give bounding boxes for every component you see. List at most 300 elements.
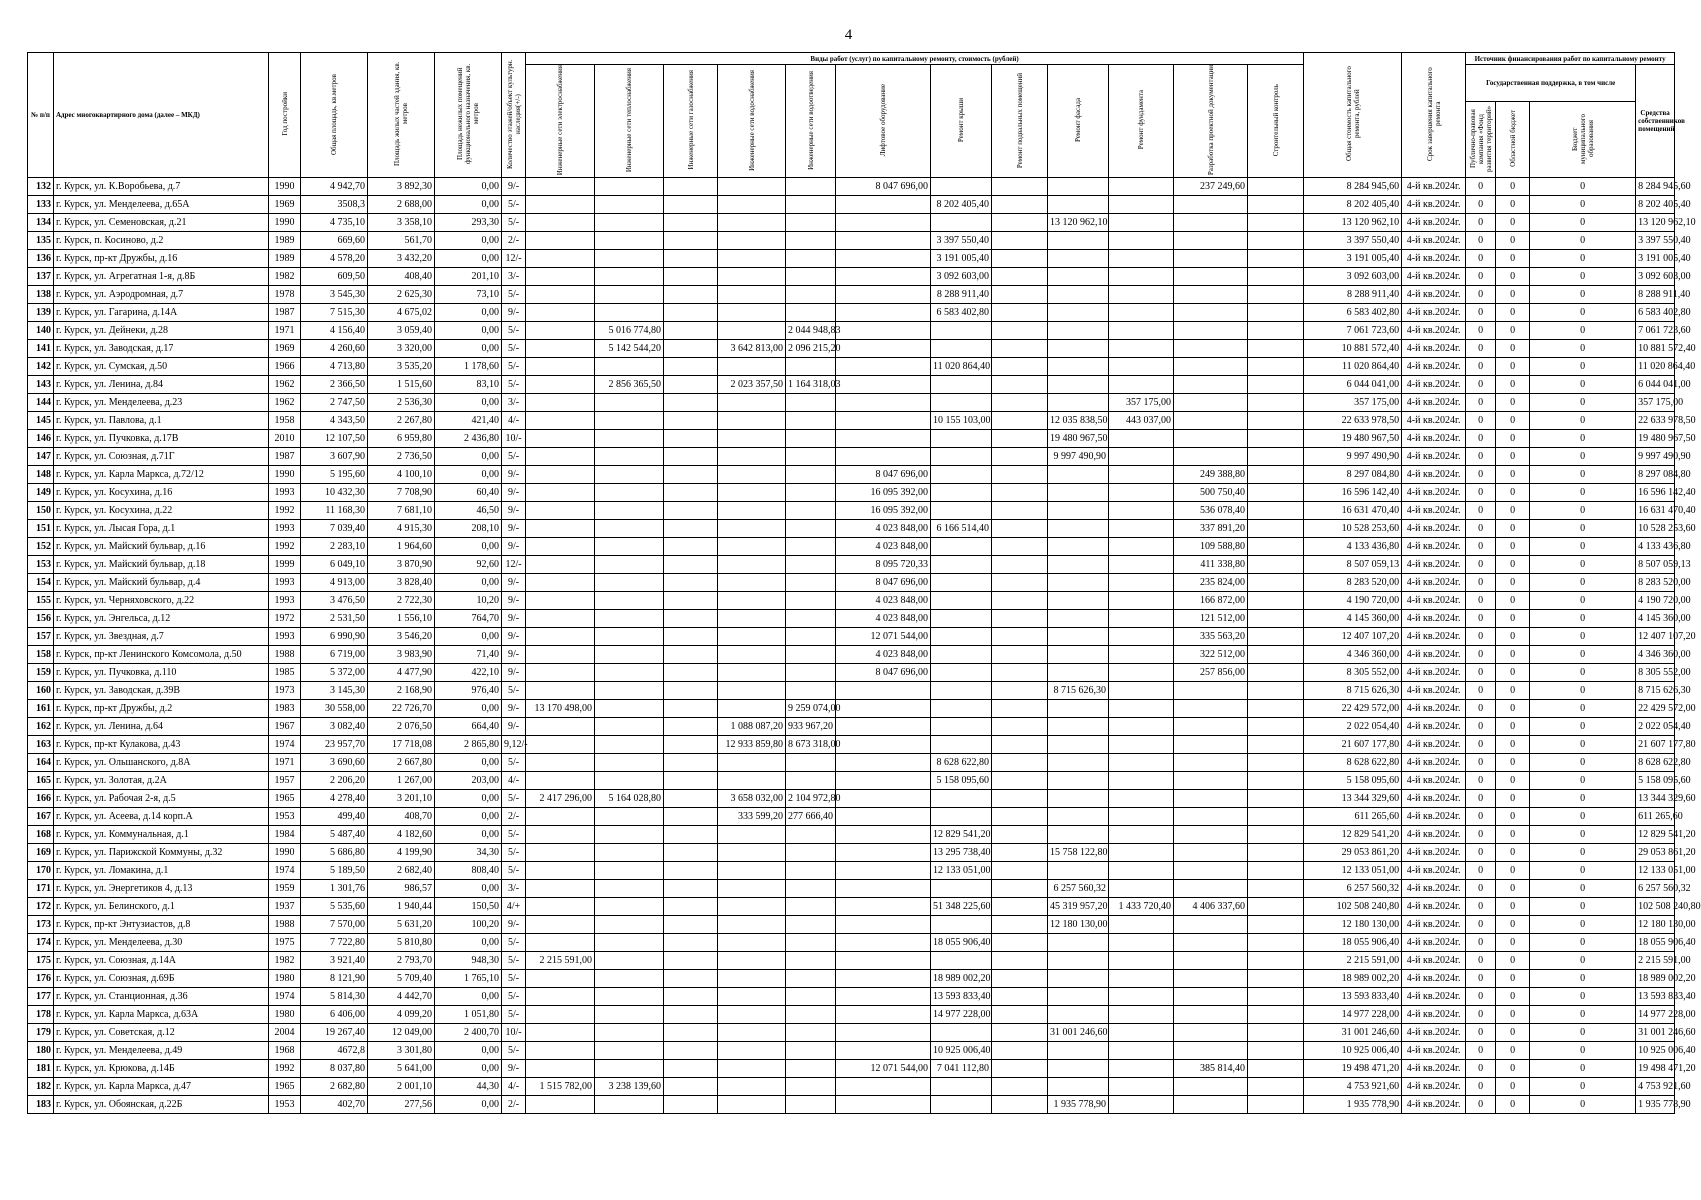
table-cell: [1174, 394, 1248, 412]
table-cell: [836, 430, 931, 448]
table-cell: 0: [1530, 718, 1636, 736]
table-cell: 0: [1496, 1078, 1530, 1096]
table-cell: 3 301,80: [368, 1042, 435, 1060]
table-cell: 0: [1496, 1042, 1530, 1060]
table-cell: 0: [1530, 358, 1636, 376]
table-cell: 162: [28, 718, 54, 736]
table-cell: [664, 322, 718, 340]
table-cell: 142: [28, 358, 54, 376]
table-cell: г. Курск, ул. Дейнеки, д.28: [54, 322, 269, 340]
table-cell: [526, 178, 595, 196]
table-cell: [1048, 772, 1109, 790]
table-cell: 21 607 177,80: [1636, 736, 1675, 754]
table-cell: 0,00: [435, 250, 502, 268]
table-cell: 0: [1530, 970, 1636, 988]
table-cell: 0,00: [435, 574, 502, 592]
table-row: [28, 1042, 1675, 1060]
table-cell: 132: [28, 178, 54, 196]
table-cell: 2 531,50: [301, 610, 368, 628]
table-cell: 9,12/-: [502, 736, 526, 754]
table-cell: 5/-: [502, 862, 526, 880]
table-cell: 5/-: [502, 1006, 526, 1024]
table-cell: 0: [1496, 988, 1530, 1006]
table-cell: [786, 304, 836, 322]
table-cell: [526, 232, 595, 250]
table-cell: 8 288 911,40: [1304, 286, 1402, 304]
table-cell: [992, 304, 1048, 322]
table-cell: [526, 502, 595, 520]
table-cell: 0: [1466, 394, 1496, 412]
table-cell: [1109, 862, 1174, 880]
table-cell: [1248, 412, 1304, 430]
table-cell: [718, 934, 786, 952]
table-cell: 1993: [269, 574, 301, 592]
table-cell: [786, 1006, 836, 1024]
table-cell: [786, 1060, 836, 1078]
table-cell: [992, 916, 1048, 934]
table-cell: 611 265,60: [1636, 808, 1675, 826]
table-cell: г. Курск, ул. Пучковка, д.110: [54, 664, 269, 682]
table-cell: 10 528 253,60: [1636, 520, 1675, 538]
table-cell: [595, 520, 664, 538]
table-cell: 5/-: [502, 286, 526, 304]
table-cell: 5 158 095,60: [1304, 772, 1402, 790]
table-cell: 4-й кв.2024г.: [1402, 412, 1466, 430]
table-cell: [718, 250, 786, 268]
table-cell: [786, 448, 836, 466]
table-cell: 1968: [269, 1042, 301, 1060]
table-cell: 2 856 365,50: [595, 376, 664, 394]
table-cell: 6 959,80: [368, 430, 435, 448]
table-cell: [992, 664, 1048, 682]
table-cell: 3 082,40: [301, 718, 368, 736]
table-cell: [1248, 502, 1304, 520]
table-cell: 18 055 906,40: [931, 934, 992, 952]
table-cell: 0,00: [435, 232, 502, 250]
table-cell: 3 642 813,00: [718, 340, 786, 358]
table-cell: [664, 502, 718, 520]
table-cell: 0: [1530, 628, 1636, 646]
table-cell: 3 545,30: [301, 286, 368, 304]
table-cell: 3 432,20: [368, 250, 435, 268]
table-cell: [526, 538, 595, 556]
table-cell: 1990: [269, 844, 301, 862]
table-cell: 155: [28, 592, 54, 610]
table-cell: [992, 592, 1048, 610]
table-cell: 4-й кв.2024г.: [1402, 862, 1466, 880]
table-cell: г. Курск, ул. Звездная, д.7: [54, 628, 269, 646]
table-cell: 4 346 360,00: [1636, 646, 1675, 664]
table-cell: 2 215 591,00: [1636, 952, 1675, 970]
table-cell: 0: [1466, 412, 1496, 430]
table-cell: [1248, 178, 1304, 196]
table-cell: [1174, 790, 1248, 808]
table-cell: [836, 718, 931, 736]
table-cell: [595, 628, 664, 646]
table-cell: 1974: [269, 862, 301, 880]
table-cell: 6 990,90: [301, 628, 368, 646]
table-cell: [718, 556, 786, 574]
table-cell: 19 480 967,50: [1048, 430, 1109, 448]
table-cell: [1248, 988, 1304, 1006]
table-cell: 0: [1496, 664, 1530, 682]
table-cell: 148: [28, 466, 54, 484]
table-row: [28, 322, 1675, 340]
table-cell: [836, 700, 931, 718]
table-cell: [786, 826, 836, 844]
table-cell: г. Курск, пр-кт Ленинского Комсомола, д.50: [54, 646, 269, 664]
table-cell: [1109, 790, 1174, 808]
table-cell: 0: [1466, 304, 1496, 322]
table-cell: [1109, 1060, 1174, 1078]
table-cell: 5/-: [502, 754, 526, 772]
col-header-basement: Ремонт подвальных помещений: [992, 65, 1048, 178]
table-cell: [664, 952, 718, 970]
table-cell: 5/-: [502, 844, 526, 862]
table-cell: 0: [1496, 718, 1530, 736]
table-cell: 0: [1466, 646, 1496, 664]
table-cell: 136: [28, 250, 54, 268]
table-cell: 0: [1530, 376, 1636, 394]
table-cell: [718, 952, 786, 970]
table-cell: [1048, 556, 1109, 574]
table-cell: [526, 844, 595, 862]
table-cell: 8 673 318,00: [786, 736, 836, 754]
table-row: [28, 448, 1675, 466]
table-cell: 4-й кв.2024г.: [1402, 268, 1466, 286]
table-cell: [526, 772, 595, 790]
table-cell: [1248, 646, 1304, 664]
table-cell: [718, 682, 786, 700]
table-cell: [1174, 916, 1248, 934]
col-header-fund: Публично-правовая компания «Фонд развития территорий»: [1466, 102, 1496, 178]
table-cell: 411 338,80: [1174, 556, 1248, 574]
table-cell: [1174, 1024, 1248, 1042]
table-cell: 4-й кв.2024г.: [1402, 376, 1466, 394]
col-header-year: Год постройки: [269, 53, 301, 178]
table-cell: 3/-: [502, 268, 526, 286]
table-cell: [1174, 286, 1248, 304]
table-cell: 0: [1466, 376, 1496, 394]
table-cell: [718, 916, 786, 934]
table-cell: 16 095 392,00: [836, 502, 931, 520]
table-cell: [1248, 790, 1304, 808]
table-cell: [1109, 1024, 1174, 1042]
table-cell: 3 059,40: [368, 322, 435, 340]
col-header-gas: Инженерные сети газоснабжения: [664, 65, 718, 178]
table-cell: [718, 268, 786, 286]
table-cell: [931, 916, 992, 934]
table-cell: [1174, 304, 1248, 322]
table-cell: 664,40: [435, 718, 502, 736]
table-cell: 12 933 859,80: [718, 736, 786, 754]
table-cell: [1248, 1078, 1304, 1096]
table-cell: 0: [1496, 286, 1530, 304]
table-cell: [595, 1060, 664, 1078]
table-cell: 4/-: [502, 1078, 526, 1096]
table-cell: 4-й кв.2024г.: [1402, 844, 1466, 862]
table-cell: 4 023 848,00: [836, 646, 931, 664]
col-header-num: № п/п: [28, 53, 54, 178]
table-cell: [931, 664, 992, 682]
table-cell: 0: [1496, 754, 1530, 772]
table-cell: 0: [1496, 304, 1530, 322]
table-cell: 0: [1530, 178, 1636, 196]
table-cell: [836, 340, 931, 358]
table-cell: [595, 718, 664, 736]
table-cell: [836, 214, 931, 232]
col-header-works-group: Виды работ (услуг) по капитальному ремонту, стоимость (рублей): [526, 53, 1304, 65]
table-cell: [1248, 430, 1304, 448]
table-cell: 31 001 246,60: [1636, 1024, 1675, 1042]
table-cell: [664, 610, 718, 628]
table-cell: 4-й кв.2024г.: [1402, 520, 1466, 538]
table-row: [28, 1024, 1675, 1042]
table-cell: 0: [1530, 664, 1636, 682]
table-row: [28, 358, 1675, 376]
table-cell: [1174, 772, 1248, 790]
table-row: [28, 1006, 1675, 1024]
table-cell: 4 023 848,00: [836, 538, 931, 556]
table-cell: 4-й кв.2024г.: [1402, 394, 1466, 412]
table-cell: [1248, 340, 1304, 358]
table-cell: [595, 196, 664, 214]
table-cell: [1109, 1042, 1174, 1060]
col-header-funding-group: Источник финансирования работ по капитальному ремонту: [1466, 53, 1675, 65]
table-cell: [664, 1006, 718, 1024]
table-cell: [992, 286, 1048, 304]
table-cell: [992, 736, 1048, 754]
table-cell: [1174, 322, 1248, 340]
table-cell: [786, 970, 836, 988]
table-cell: [718, 664, 786, 682]
table-cell: 7 570,00: [301, 916, 368, 934]
table-cell: 9 997 490,90: [1048, 448, 1109, 466]
table-cell: 0: [1466, 844, 1496, 862]
table-cell: [992, 358, 1048, 376]
table-cell: 13 344 329,60: [1304, 790, 1402, 808]
table-cell: 1967: [269, 718, 301, 736]
table-cell: 0: [1466, 664, 1496, 682]
table-cell: 0: [1530, 988, 1636, 1006]
table-cell: 16 631 470,40: [1636, 502, 1675, 520]
table-cell: [718, 592, 786, 610]
table-cell: 0: [1466, 808, 1496, 826]
table-cell: [664, 556, 718, 574]
table-cell: 14 977 228,00: [931, 1006, 992, 1024]
table-cell: [992, 952, 1048, 970]
table-cell: г. Курск, ул. Ольшанского, д.8А: [54, 754, 269, 772]
table-cell: [664, 880, 718, 898]
table-cell: 0: [1496, 646, 1530, 664]
table-cell: 4-й кв.2024г.: [1402, 430, 1466, 448]
table-cell: [1109, 304, 1174, 322]
table-cell: [1174, 250, 1248, 268]
table-cell: [931, 646, 992, 664]
table-cell: 0,00: [435, 1060, 502, 1078]
table-cell: [786, 844, 836, 862]
table-cell: г. Курск, ул. Обоянская, д.22Б: [54, 1096, 269, 1114]
table-cell: 4 406 337,60: [1174, 898, 1248, 916]
table-cell: 500 750,40: [1174, 484, 1248, 502]
table-cell: 156: [28, 610, 54, 628]
table-cell: 4-й кв.2024г.: [1402, 952, 1466, 970]
table-cell: 0: [1530, 952, 1636, 970]
table-cell: 2 625,30: [368, 286, 435, 304]
table-cell: [1248, 664, 1304, 682]
table-cell: 0: [1496, 556, 1530, 574]
table-cell: г. Курск, ул. Карла Маркса, д.47: [54, 1078, 269, 1096]
table-cell: [786, 772, 836, 790]
table-cell: [786, 682, 836, 700]
table-cell: [595, 484, 664, 502]
table-cell: [786, 232, 836, 250]
table-cell: [718, 1096, 786, 1114]
table-cell: 0: [1496, 844, 1530, 862]
table-row: [28, 556, 1675, 574]
table-cell: 19 267,40: [301, 1024, 368, 1042]
table-cell: [992, 844, 1048, 862]
table-cell: [526, 466, 595, 484]
table-cell: 5/-: [502, 1042, 526, 1060]
table-cell: 7 681,10: [368, 502, 435, 520]
table-cell: 0: [1466, 556, 1496, 574]
table-cell: [1048, 862, 1109, 880]
table-cell: 1992: [269, 502, 301, 520]
table-cell: [786, 250, 836, 268]
table-cell: 6 406,00: [301, 1006, 368, 1024]
table-cell: 0: [1530, 556, 1636, 574]
table-cell: 8 202 405,40: [931, 196, 992, 214]
table-cell: г. Курск, ул. Ленина, д.64: [54, 718, 269, 736]
table-cell: [595, 286, 664, 304]
table-cell: 4-й кв.2024г.: [1402, 538, 1466, 556]
table-cell: [1248, 700, 1304, 718]
table-cell: 4 753 921,60: [1304, 1078, 1402, 1096]
table-cell: 0: [1496, 898, 1530, 916]
table-cell: 4/+: [502, 898, 526, 916]
table-cell: [595, 880, 664, 898]
table-cell: [1248, 484, 1304, 502]
table-cell: 4-й кв.2024г.: [1402, 898, 1466, 916]
table-cell: 0: [1466, 448, 1496, 466]
table-cell: 4-й кв.2024г.: [1402, 610, 1466, 628]
table-cell: 1993: [269, 628, 301, 646]
table-cell: [836, 394, 931, 412]
table-cell: [836, 736, 931, 754]
table-cell: 337 891,20: [1174, 520, 1248, 538]
table-cell: [526, 214, 595, 232]
table-cell: г. Курск, ул. Лысая Гора, д.1: [54, 520, 269, 538]
table-cell: 9/-: [502, 1060, 526, 1078]
table-cell: 4 182,60: [368, 826, 435, 844]
table-cell: 5 641,00: [368, 1060, 435, 1078]
table-cell: 4 145 360,00: [1304, 610, 1402, 628]
table-cell: [1174, 232, 1248, 250]
table-cell: 0: [1466, 1006, 1496, 1024]
table-cell: [931, 538, 992, 556]
table-cell: [992, 970, 1048, 988]
table-cell: 30 558,00: [301, 700, 368, 718]
table-cell: 5/-: [502, 340, 526, 358]
table-cell: 5 189,50: [301, 862, 368, 880]
table-cell: [664, 772, 718, 790]
table-cell: [786, 214, 836, 232]
table-cell: [1109, 214, 1174, 232]
table-cell: 0: [1466, 934, 1496, 952]
table-cell: 0,00: [435, 826, 502, 844]
col-header-foundation: Ремонт фундамента: [1109, 65, 1174, 178]
table-cell: 0: [1466, 286, 1496, 304]
table-cell: 4 099,20: [368, 1006, 435, 1024]
table-cell: 8 628 622,80: [1304, 754, 1402, 772]
table-cell: 4-й кв.2024г.: [1402, 664, 1466, 682]
table-cell: [992, 376, 1048, 394]
table-cell: 133: [28, 196, 54, 214]
table-cell: [992, 1042, 1048, 1060]
table-cell: [718, 862, 786, 880]
table-cell: 4-й кв.2024г.: [1402, 1060, 1466, 1078]
table-cell: 13 295 738,40: [931, 844, 992, 862]
table-cell: 0: [1530, 430, 1636, 448]
table-cell: 2 044 948,83: [786, 322, 836, 340]
table-cell: 0: [1466, 628, 1496, 646]
table-cell: 1972: [269, 610, 301, 628]
table-cell: [992, 232, 1048, 250]
table-cell: 2010: [269, 430, 301, 448]
table-row: [28, 682, 1675, 700]
table-cell: 0: [1530, 880, 1636, 898]
table-cell: 0: [1530, 790, 1636, 808]
table-cell: 0: [1496, 520, 1530, 538]
table-cell: [1248, 538, 1304, 556]
table-cell: 6 719,00: [301, 646, 368, 664]
table-cell: 1974: [269, 988, 301, 1006]
table-cell: 1980: [269, 970, 301, 988]
table-cell: 0: [1496, 430, 1530, 448]
table-cell: 0: [1496, 628, 1530, 646]
table-cell: [1174, 448, 1248, 466]
table-cell: 4-й кв.2024г.: [1402, 718, 1466, 736]
table-cell: 1 940,44: [368, 898, 435, 916]
col-header-lift: Лифтовое оборудование: [836, 65, 931, 178]
table-cell: 0: [1466, 790, 1496, 808]
table-cell: [526, 250, 595, 268]
table-cell: [526, 376, 595, 394]
table-cell: [786, 520, 836, 538]
table-cell: 7 061 723,60: [1304, 322, 1402, 340]
col-header-facade: Ремонт фасада: [1048, 65, 1109, 178]
table-cell: 8 202 405,40: [1304, 196, 1402, 214]
table-cell: [786, 556, 836, 574]
table-cell: 3 092 603,00: [1636, 268, 1675, 286]
table-cell: [595, 682, 664, 700]
table-cell: [595, 394, 664, 412]
table-cell: [595, 448, 664, 466]
table-cell: 141: [28, 340, 54, 358]
table-cell: 0: [1530, 610, 1636, 628]
table-cell: 8 628 622,80: [1636, 754, 1675, 772]
table-cell: [1048, 718, 1109, 736]
table-cell: 4-й кв.2024г.: [1402, 484, 1466, 502]
table-cell: 4 278,40: [301, 790, 368, 808]
table-cell: [718, 1078, 786, 1096]
table-cell: [595, 610, 664, 628]
table-cell: 173: [28, 916, 54, 934]
table-cell: [664, 1078, 718, 1096]
table-row: [28, 844, 1675, 862]
table-cell: [931, 340, 992, 358]
